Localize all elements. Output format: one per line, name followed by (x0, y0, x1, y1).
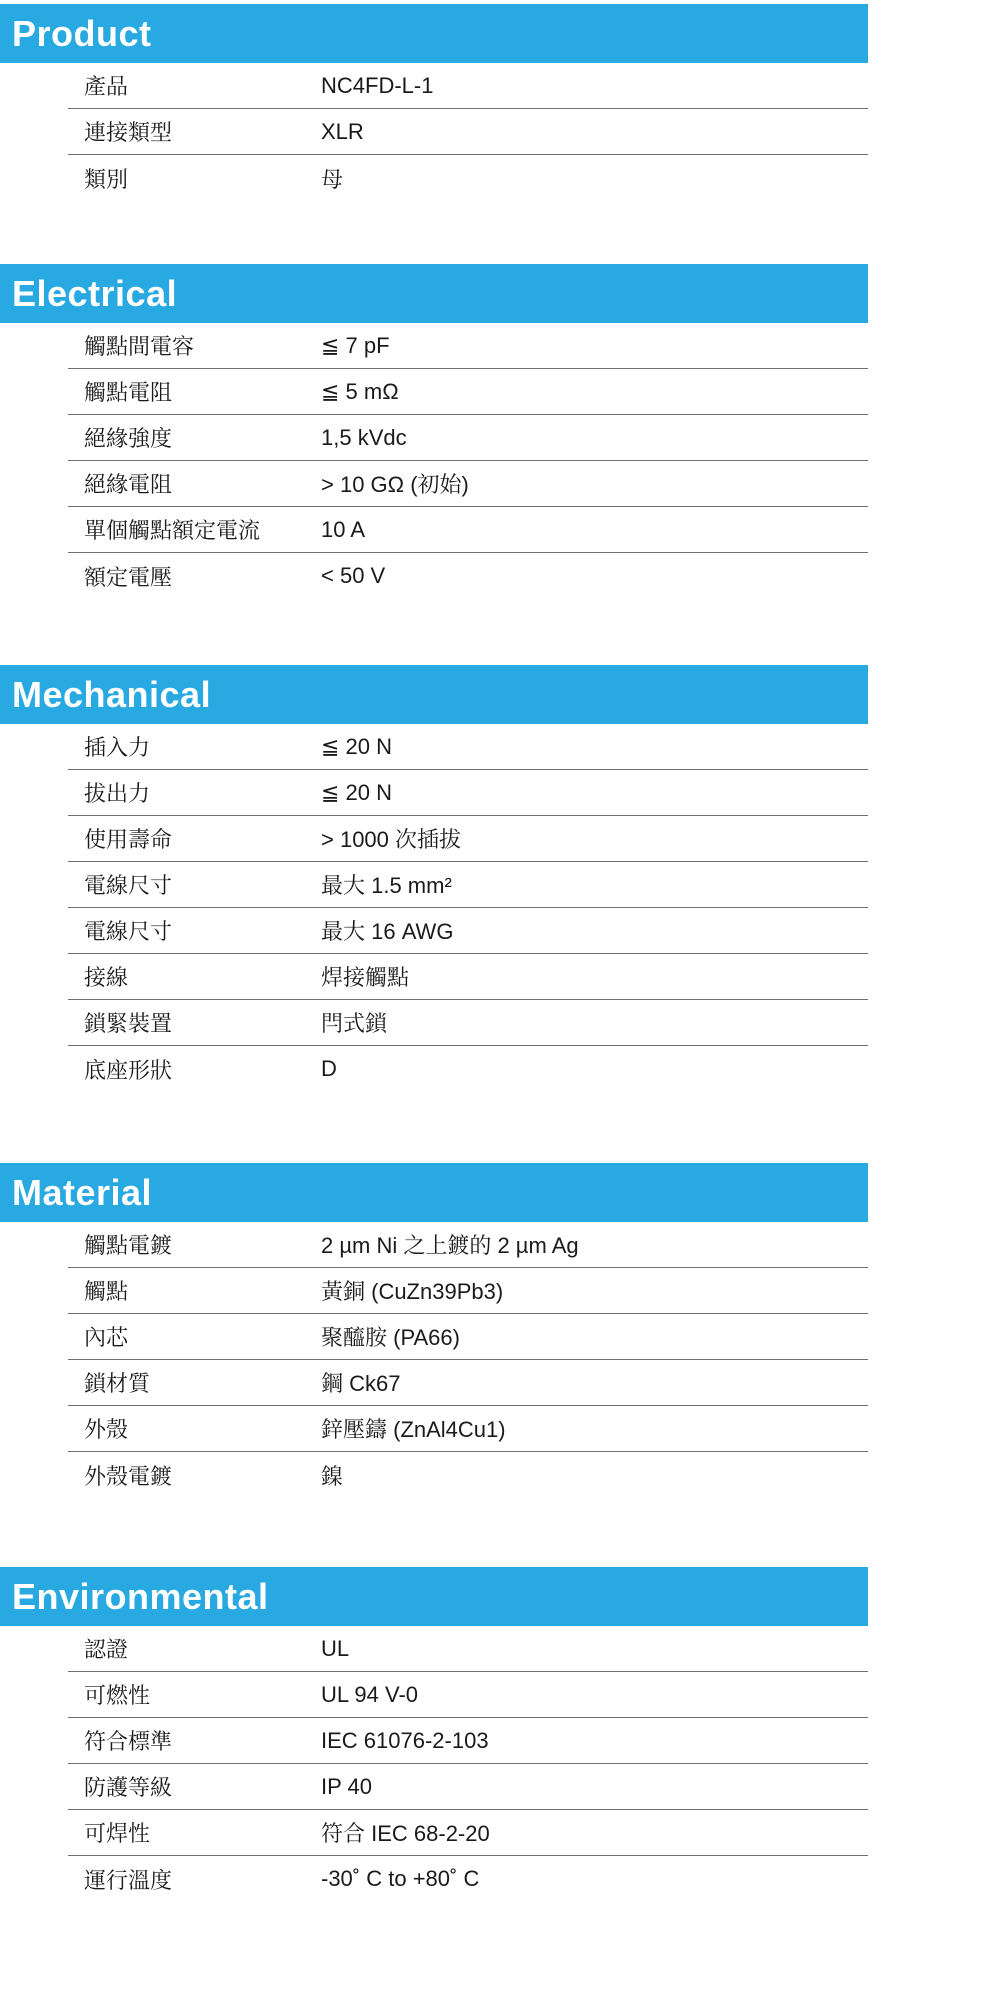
spec-value: 黃銅 (CuZn39Pb3) (321, 1279, 504, 1304)
spec-value: 10 A (321, 516, 366, 542)
spec-value: ≦ 5 mΩ (321, 378, 399, 404)
spec-row (68, 1222, 868, 1268)
spec-table (68, 1626, 868, 1902)
spec-row (68, 1406, 868, 1452)
spec-label: 接線 (84, 965, 129, 990)
spec-label: 使用壽命 (84, 827, 173, 852)
spec-row (68, 323, 868, 369)
section-electrical (0, 264, 868, 599)
section-environmental (0, 1567, 868, 1902)
section-title: Product (0, 4, 868, 63)
spec-value: IEC 61076-2-103 (321, 1727, 489, 1753)
spec-value: 鋅壓鑄 (ZnAl4Cu1) (321, 1417, 506, 1442)
spec-row (68, 507, 868, 553)
spec-row (68, 908, 868, 954)
spec-value: 最大 16 AWG (321, 919, 454, 944)
spec-value: D (321, 1056, 337, 1081)
spec-row (68, 1764, 868, 1810)
spec-label: 絕緣電阻 (84, 472, 173, 497)
spec-row (68, 461, 868, 507)
spec-label: 外殼電鍍 (84, 1463, 173, 1489)
spec-label: 符合標準 (84, 1729, 173, 1754)
spec-label: 可燃性 (84, 1683, 151, 1708)
spec-row (68, 553, 868, 599)
spec-label: 觸點 (84, 1279, 129, 1304)
spec-value: XLR (321, 118, 364, 144)
spec-value: NC4FD-L-1 (321, 72, 434, 98)
spec-table (68, 724, 868, 1092)
spec-row (68, 1672, 868, 1718)
spec-label: 類別 (84, 166, 129, 192)
spec-row (68, 155, 868, 201)
spec-label: 鎖材質 (84, 1371, 151, 1396)
spec-label: 認證 (84, 1637, 129, 1662)
section-mechanical (0, 665, 868, 1092)
spec-label: 觸點電阻 (84, 380, 173, 405)
spec-label: 內芯 (84, 1325, 129, 1350)
spec-value: > 10 GΩ (初始) (321, 472, 469, 497)
spec-value: 1,5 kVdc (321, 424, 407, 450)
spec-value: UL (321, 1635, 350, 1661)
spec-label: 單個觸點額定電流 (84, 518, 261, 543)
spec-label: 運行溫度 (84, 1867, 173, 1893)
spec-label: 觸點間電容 (84, 334, 195, 359)
spec-value: ≦ 7 pF (321, 332, 390, 358)
spec-row (68, 816, 868, 862)
spec-row (68, 1452, 868, 1498)
spec-value: 聚醯胺 (PA66) (321, 1325, 460, 1350)
spec-label: 鎖緊裝置 (84, 1011, 173, 1036)
spec-label: 電線尺寸 (84, 919, 173, 944)
spec-value: 2 µm Ni 之上鍍的 2 µm Ag (321, 1233, 579, 1258)
spec-value: UL 94 V-0 (321, 1681, 419, 1707)
spec-row (68, 63, 868, 109)
spec-value: IP 40 (321, 1773, 372, 1799)
spec-label: 電線尺寸 (84, 873, 173, 898)
spec-row (68, 1810, 868, 1856)
section-material (0, 1163, 868, 1498)
section-title: Electrical (0, 264, 868, 323)
spec-row (68, 1626, 868, 1672)
spec-label: 拔出力 (84, 781, 151, 806)
spec-row (68, 1000, 868, 1046)
section-title: Material (0, 1163, 868, 1222)
spec-label: 產品 (84, 74, 129, 99)
spec-label: 底座形狀 (84, 1057, 173, 1083)
spec-row (68, 109, 868, 155)
spec-value: 鋼 Ck67 (321, 1371, 401, 1396)
spec-row (68, 770, 868, 816)
spec-label: 外殼 (84, 1417, 129, 1442)
section-title: Environmental (0, 1567, 868, 1626)
spec-row (68, 1268, 868, 1314)
spec-value: 最大 1.5 mm² (321, 873, 452, 898)
spec-label: 觸點電鍍 (84, 1233, 173, 1258)
spec-label: 連接類型 (84, 120, 173, 145)
spec-value: 閂式鎖 (321, 1011, 388, 1036)
spec-row (68, 1046, 868, 1092)
spec-value: ≦ 20 N (321, 779, 393, 805)
spec-value: 焊接觸點 (321, 965, 410, 990)
spec-table (68, 1222, 868, 1498)
spec-label: 可焊性 (84, 1821, 151, 1846)
spec-row (68, 954, 868, 1000)
spec-value: 母 (321, 166, 344, 192)
spec-row (68, 369, 868, 415)
spec-value: ≦ 20 N (321, 733, 393, 759)
spec-row (68, 1314, 868, 1360)
spec-label: 防護等級 (84, 1775, 173, 1800)
section-product (0, 4, 868, 201)
spec-table (68, 323, 868, 599)
spec-value: 鎳 (321, 1463, 344, 1489)
spec-label: 絕緣強度 (84, 426, 173, 451)
spec-label: 插入力 (84, 735, 151, 760)
spec-row (68, 1718, 868, 1764)
spec-table (68, 63, 868, 201)
section-title: Mechanical (0, 665, 868, 724)
spec-value: < 50 V (321, 563, 386, 588)
spec-row (68, 862, 868, 908)
spec-label: 額定電壓 (84, 564, 173, 590)
spec-row (68, 1856, 868, 1902)
spec-value: 符合 IEC 68-2-20 (321, 1821, 490, 1846)
spec-row (68, 724, 868, 770)
spec-row (68, 1360, 868, 1406)
spec-value: -30˚ C to +80˚ C (321, 1866, 480, 1891)
spec-value: > 1000 次插拔 (321, 827, 462, 852)
spec-row (68, 415, 868, 461)
